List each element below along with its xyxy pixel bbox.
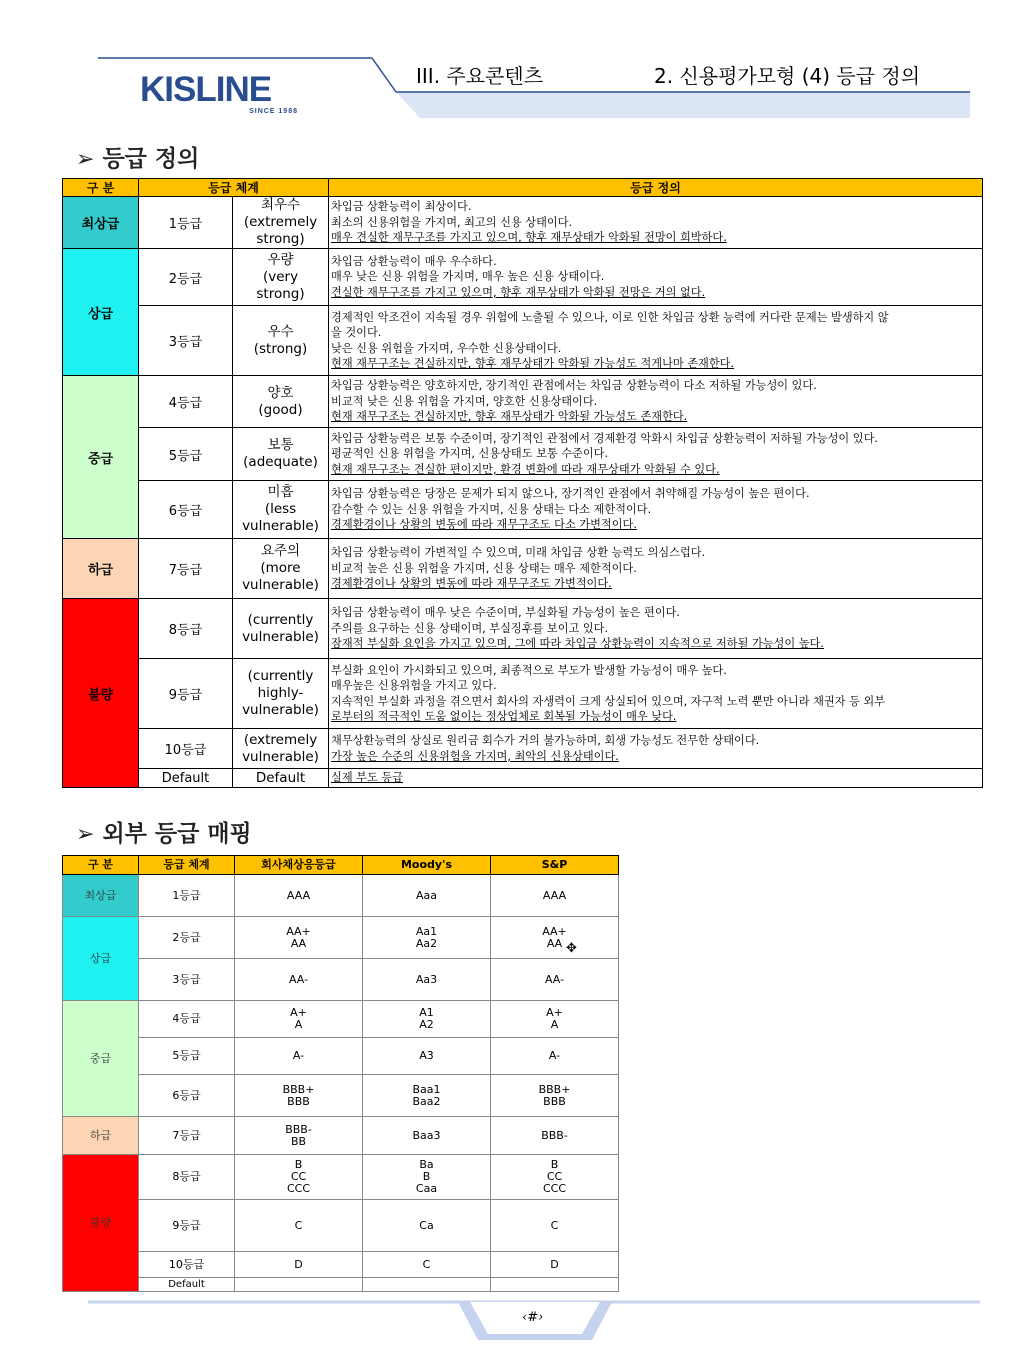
category-cell: 하급 [63, 1117, 139, 1155]
rating-line: Aa1 [415, 924, 438, 938]
category-cell: 불량 [63, 599, 139, 788]
table-row [63, 1200, 619, 1252]
definition-line: 잠재적 부실화 요인을 가지고 있으며, 그에 따라 차입금 상환능력이 지속적으로 저하될 가능성이 높다. [331, 637, 824, 651]
rating-line: A+ [546, 1006, 563, 1019]
rating-line: CC [290, 1170, 307, 1183]
moody-rating-cell [363, 1278, 491, 1292]
definition-line: 지속적인 부실화 과정을 겪으면서 회사의 자생력이 크게 상실되어 있으며, 자구적 노력 뿐만 아니라 채권자 등 외부 [331, 694, 886, 708]
corp-rating-cell [235, 1117, 363, 1155]
table-row [63, 376, 983, 428]
corp-rating-cell [235, 917, 363, 959]
grade-label-cell [233, 729, 329, 769]
header-cell: Moody's [363, 856, 491, 875]
corp-rating-cell [235, 1200, 363, 1252]
definition-line: 차입금 상환능력은 당장은 문제가 되지 않으나, 장기적인 관점에서 취약해질 가능성이 높은 편이다. [331, 487, 810, 501]
definition-line: 경제적인 악조건이 지속될 경우 위험에 노출될 수 있으나, 이로 인한 차입금 상환 능력에 커다란 문제는 발생하지 않 [331, 310, 889, 324]
grade-label-cell [233, 599, 329, 659]
sp-rating-cell [491, 1252, 619, 1278]
sp-rating-cell [491, 1155, 619, 1200]
grade-label-cell [233, 306, 329, 376]
definition-cell [329, 659, 983, 729]
table-row [63, 729, 983, 769]
definition-line: 경제환경이나 상황의 변동에 따라 재무구조도 다소 가변적이다. [331, 518, 637, 532]
move-cursor-icon: ✥ [566, 941, 577, 956]
grade-cell: Default [139, 1278, 235, 1292]
rating-line: AAA [542, 888, 567, 902]
moody-rating-cell [363, 917, 491, 959]
rating-line: AA- [544, 972, 565, 986]
moody-rating-cell [363, 1038, 491, 1075]
table-row [63, 917, 619, 959]
definition-line: 차입금 상환능력이 최상이다. [331, 200, 472, 214]
rating-line: A [294, 1018, 303, 1031]
rating-line: AA [290, 936, 307, 950]
header-cell: 등급 체계 [139, 179, 329, 197]
definition-line: 로부터의 적극적인 도움 없이는 정상업체로 회복될 가능성이 매우 낮다. [331, 710, 677, 723]
section-title-text: 등급 정의 [102, 146, 200, 172]
rating-line: BBB [287, 1094, 310, 1108]
grade-cell: 6등급 [139, 1075, 235, 1117]
corp-rating-cell [235, 1001, 363, 1038]
table-row [63, 197, 983, 249]
grade-cell: 7등급 [139, 1117, 235, 1155]
grade-label-line: (strong) [253, 340, 308, 357]
grade-label-cell [233, 539, 329, 599]
definition-line: 매우 견실한 재무구조를 가지고 있으며, 향후 재무상태가 악화될 전망이 희박하다. [331, 231, 727, 245]
grade-label-line: (extremely [243, 731, 318, 748]
corp-rating-cell [235, 875, 363, 917]
definition-cell [329, 729, 983, 769]
rating-line: BBB+ [282, 1082, 315, 1096]
grade-label-line: (more [260, 560, 301, 576]
definition-line: 차입금 상환능력은 양호하지만, 장기적인 관점에서는 차입금 상환능력이 다소 저하될 가능성이 있다. [331, 379, 817, 393]
rating-line: CC [546, 1170, 563, 1183]
definition-cell [329, 769, 983, 788]
moody-rating-cell [363, 1117, 491, 1155]
rating-line: CCC [286, 1182, 311, 1195]
table-row [63, 1117, 619, 1155]
rating-line: A2 [419, 1018, 434, 1031]
rating-line: Aaa [415, 888, 437, 902]
grade-label-line: vulnerable) [242, 518, 319, 534]
grade-label-line: vulnerable) [242, 628, 319, 645]
table-row [63, 599, 983, 659]
moody-rating-cell [363, 1001, 491, 1038]
grade-label-cell [233, 376, 329, 428]
rating-line: B [294, 1158, 303, 1171]
rating-line: AA- [288, 972, 309, 986]
table-header-row [63, 179, 983, 197]
grade-definition-table [62, 178, 983, 788]
grade-label-line: (extremely [243, 214, 318, 230]
rating-line: CCC [542, 1182, 567, 1195]
moody-rating-cell [363, 875, 491, 917]
table-row [63, 1001, 619, 1038]
category-cell: 중급 [63, 376, 139, 539]
table-row [63, 249, 983, 306]
section-title-text: 외부 등급 매핑 [102, 821, 252, 847]
definition-line: 채무상환능력의 상실로 원리금 회수가 거의 불가능하며, 회생 가능성도 전무한 상태이다. [331, 734, 760, 747]
header-cell: 구 분 [63, 179, 139, 197]
header-section: III. 주요콘텐츠 [416, 64, 544, 88]
rating-line: Baa3 [412, 1128, 441, 1142]
table-row [63, 659, 983, 729]
table-row [63, 428, 983, 481]
definition-line: 현재 재무구조는 견실한 편이지만, 환경 변화에 따라 재무상태가 악화될 수 있다. [331, 462, 720, 476]
grade-label-line: 미흡 [267, 484, 294, 500]
grade-cell: 1등급 [139, 197, 233, 249]
corp-rating-cell [235, 1278, 363, 1292]
grade-cell: 2등급 [139, 917, 235, 959]
kisline-logo [140, 72, 310, 120]
rating-line: BBB- [541, 1128, 568, 1142]
grade-label-line: 요주의 [260, 543, 301, 559]
grade-cell: 5등급 [139, 1038, 235, 1075]
rating-line: A- [548, 1049, 561, 1062]
definition-cell [329, 481, 983, 539]
header-cell: 등급 정의 [329, 179, 983, 197]
grade-label-line: highly- [257, 685, 304, 701]
rating-line: A [550, 1018, 559, 1031]
grade-label-line: (adequate) [243, 454, 318, 470]
grade-cell: 4등급 [139, 1001, 235, 1038]
grade-cell: 2등급 [139, 249, 233, 306]
sp-rating-cell [491, 917, 619, 959]
sp-rating-cell [491, 1001, 619, 1038]
definition-line: 차입금 상환능력이 가변적일 수 있으며, 미래 차입금 상환 능력도 의심스럽다. [331, 546, 706, 560]
moody-rating-cell [363, 1155, 491, 1200]
definition-cell [329, 197, 983, 249]
moody-rating-cell [363, 1075, 491, 1117]
grade-label-line: vulnerable) [242, 702, 319, 718]
definition-line: 실제 부도 등급 [331, 771, 403, 785]
grade-label-cell [233, 249, 329, 306]
grade-label-line: strong) [256, 231, 305, 247]
grade-cell: 5등급 [139, 428, 233, 481]
logo-text: KISLINE [140, 70, 272, 109]
rating-line: Ba [419, 1158, 434, 1171]
rating-line: Baa1 [412, 1082, 441, 1096]
corp-rating-cell [235, 959, 363, 1001]
header-cell: 등급 체계 [139, 856, 235, 875]
rating-line: A+ [290, 1006, 307, 1019]
sp-rating-cell [491, 959, 619, 1001]
grade-cell: 8등급 [139, 1155, 235, 1200]
category-cell: 최상급 [63, 875, 139, 917]
grade-label-cell [233, 769, 329, 788]
sp-rating-cell [491, 1117, 619, 1155]
grade-label-line: 양호 [267, 384, 294, 401]
sp-rating-cell [491, 1038, 619, 1075]
grade-label-line: vulnerable) [242, 577, 319, 593]
arrow-icon: ➢ [76, 147, 95, 172]
table-row [63, 1155, 619, 1200]
grade-label-line: (less [264, 501, 297, 517]
rating-line: BB [290, 1134, 307, 1148]
rating-line: C [422, 1257, 431, 1271]
grade-cell: 1등급 [139, 875, 235, 917]
table-row [63, 481, 983, 539]
page-number: ‹#› [522, 1310, 544, 1325]
grade-label-cell [233, 428, 329, 481]
sp-rating-cell [491, 875, 619, 917]
corp-rating-cell [235, 1155, 363, 1200]
rating-line: BBB- [285, 1122, 312, 1136]
definition-line: 비교적 낮은 신용 위험을 가지며, 양호한 신용상태이다. [331, 394, 598, 408]
category-cell: 상급 [63, 249, 139, 376]
rating-line: B [550, 1158, 559, 1171]
table-header-row [63, 856, 619, 875]
grade-cell: 10등급 [139, 729, 233, 769]
definition-line: 비교적 높은 신용 위험을 가지며, 신용 상태는 매우 제한적이다. [331, 561, 637, 575]
grade-cell: 3등급 [139, 306, 233, 376]
header-cell: 회사채상응등급 [235, 856, 363, 875]
sp-rating-cell [491, 1075, 619, 1117]
grade-cell: 8등급 [139, 599, 233, 659]
grade-label-line: (good) [258, 401, 303, 418]
definition-cell [329, 599, 983, 659]
grade-label-line: (very [262, 268, 299, 285]
grade-label-cell [233, 481, 329, 539]
grade-label-line: strong) [256, 285, 305, 302]
grade-cell: 9등급 [139, 1200, 235, 1252]
corp-rating-cell [235, 1038, 363, 1075]
rating-line: D [294, 1257, 303, 1271]
rating-line: AAA [286, 888, 311, 902]
definition-cell [329, 539, 983, 599]
rating-line: A- [292, 1049, 305, 1062]
grade-cell: Default [139, 769, 233, 788]
definition-cell [329, 376, 983, 428]
rating-line: AA [546, 936, 563, 950]
header-cell: 구 분 [63, 856, 139, 875]
rating-line: Aa2 [415, 936, 438, 950]
category-cell: 불량 [63, 1155, 139, 1292]
table-row [63, 1252, 619, 1278]
grade-label-line: 우량 [267, 251, 294, 268]
category-cell: 중급 [63, 1001, 139, 1117]
grade-cell: 4등급 [139, 376, 233, 428]
definition-line: 감수할 수 있는 신용 위험을 가지며, 신용 상태는 다소 제한적이다. [331, 502, 652, 516]
grade-cell: 6등급 [139, 481, 233, 539]
moody-rating-cell [363, 959, 491, 1001]
definition-line: 주의를 요구하는 신용 상태이며, 부실징후를 보이고 있다. [331, 621, 609, 635]
definition-line: 평균적인 신용 위험을 가지며, 신용상태도 보통 수준이다. [331, 447, 609, 461]
table-row [63, 769, 983, 788]
grade-label-line: 최우수 [260, 197, 301, 213]
definition-line: 차입금 상환능력이 매우 낮은 수준이며, 부실화될 가능성이 높은 편이다. [331, 606, 680, 620]
corp-rating-cell [235, 1075, 363, 1117]
definition-line: 차입금 상환능력은 보통 수준이며, 장기적인 관점에서 경제환경 악화시 차입금 상환능력이 저하될 가능성이 있다. [331, 431, 878, 445]
footer-decoration [0, 1300, 1024, 1345]
definition-line: 최소의 신용위험을 가지며, 최고의 신용 상태이다. [331, 215, 573, 229]
moody-rating-cell [363, 1200, 491, 1252]
arrow-icon: ➢ [76, 822, 95, 847]
rating-line: Ca [419, 1218, 434, 1232]
header-title: 2. 신용평가모형 (4) 등급 정의 [654, 64, 921, 88]
table-row [63, 1278, 619, 1292]
grade-cell: 10등급 [139, 1252, 235, 1278]
grade-label-line: (currently [247, 668, 314, 684]
rating-line: Caa [415, 1182, 438, 1195]
section-title-grade-definition [76, 140, 199, 173]
grade-cell: 9등급 [139, 659, 233, 729]
category-cell: 상급 [63, 917, 139, 1001]
definition-line: 현재 재무구조는 견실하지만, 향후 재무상태가 악화될 가능성도 적게나마 존재한다. [331, 357, 735, 370]
definition-line: 가장 높은 수준의 신용위험을 가지며, 최악의 신용상태이다. [331, 749, 619, 763]
rating-line: BBB+ [538, 1082, 571, 1096]
rating-line: B [422, 1170, 431, 1183]
table-row [63, 959, 619, 1001]
corp-rating-cell [235, 1252, 363, 1278]
definition-line: 부실화 요인이 가시화되고 있으며, 최종적으로 부도가 발생할 가능성이 매우 높다. [331, 663, 727, 677]
table-row [63, 1075, 619, 1117]
rating-line: AA+ [542, 924, 567, 938]
rating-line: AA+ [286, 924, 311, 938]
table-row [63, 1038, 619, 1075]
header-cell: S&P [491, 856, 619, 875]
sp-rating-cell [491, 1200, 619, 1252]
table-row [63, 306, 983, 376]
definition-line: 경제환경이나 상황의 변동에 따라 재무구조도 가변적이다. [331, 577, 612, 591]
grade-label-line: (currently [247, 611, 314, 628]
definition-line: 견실한 재무구조를 가지고 있으며, 향후 재무상태가 악화될 전망은 거의 없다. [331, 285, 706, 299]
rating-line: Baa2 [412, 1094, 441, 1108]
grade-label-cell [233, 659, 329, 729]
definition-line: 낮은 신용 위험을 가지며, 우수한 신용상태이다. [331, 341, 562, 355]
table-row [63, 539, 983, 599]
sp-rating-cell [491, 1278, 619, 1292]
external-grade-mapping-table [62, 855, 619, 1292]
definition-cell [329, 306, 983, 376]
definition-line: 차입금 상환능력이 매우 우수하다. [331, 254, 497, 268]
definition-line: 현재 재무구조는 견실하지만, 향후 재무상태가 악화될 가능성도 존재한다. [331, 410, 688, 424]
rating-line: Aa3 [415, 972, 438, 986]
definition-cell [329, 428, 983, 481]
rating-line: C [550, 1218, 559, 1232]
grade-label-cell [233, 197, 329, 249]
table-row [63, 875, 619, 917]
category-cell: 하급 [63, 539, 139, 599]
moody-rating-cell [363, 1252, 491, 1278]
grade-label-line: 우수 [267, 323, 294, 340]
rating-line: BBB [543, 1094, 566, 1108]
grade-cell: 7등급 [139, 539, 233, 599]
rating-line: D [550, 1257, 559, 1271]
section-title-external-mapping [76, 815, 252, 848]
rating-line: A1 [419, 1006, 434, 1019]
grade-label-line: vulnerable) [242, 748, 319, 765]
logo-since: SINCE 1988 [249, 108, 298, 115]
rating-line: C [294, 1218, 303, 1232]
rating-line: A3 [419, 1049, 434, 1062]
definition-cell [329, 249, 983, 306]
definition-line: 매우높은 신용위험을 가지고 있다. [331, 679, 497, 692]
grade-label-line: 보통 [267, 437, 294, 453]
category-cell: 최상급 [63, 197, 139, 249]
grade-cell: 3등급 [139, 959, 235, 1001]
definition-line: 을 것이다. [331, 326, 382, 339]
grade-label-line: Default [255, 769, 306, 786]
definition-line: 매우 낮은 신용 위험을 가지며, 매우 높은 신용 상태이다. [331, 270, 605, 284]
